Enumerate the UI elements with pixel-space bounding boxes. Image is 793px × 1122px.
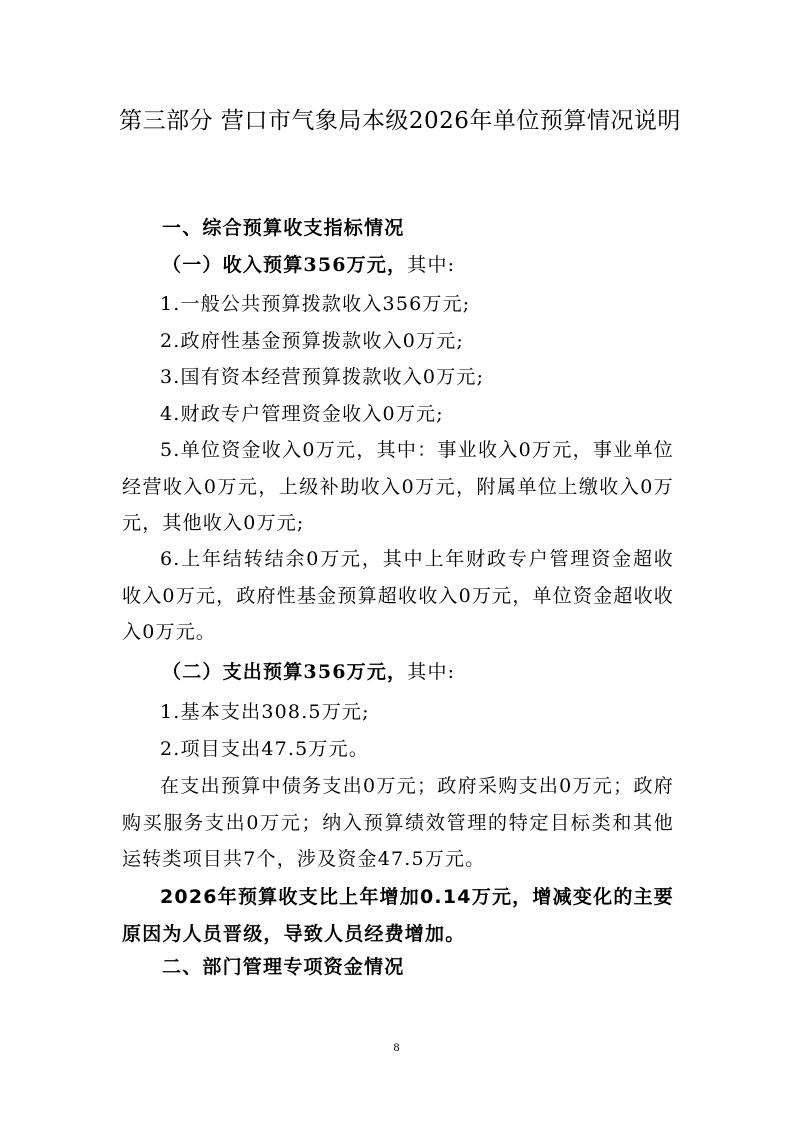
page-number: 8 [393,1040,400,1054]
expense-item-2: 2.项目支出47.5万元。 [160,738,370,760]
income-item-2: 2.政府性基金预算拨款收入0万元; [160,330,465,352]
income-item-1: 1.一般公共预算拨款收入356万元; [160,293,471,315]
income-item-5: 5.单位资金收入0万元，其中：事业收入0万元，事业单位经营收入0万元，上级补助收入0万元，附属单位上缴收入0万元，其他收入0万元; [122,439,674,534]
income-item-4: 4.财政专户管理资金收入0万元; [160,403,444,425]
expense-heading [162,657,714,684]
income-item-6: 6.上年结转结余0万元，其中上年财政专户管理资金超收收入0万元，政府性基金预算超收收入0万元，单位资金超收收入0万元。 [122,548,674,643]
expense-note: 在支出预算中债务支出0万元；政府采购支出0万元；政府购买服务支出0万元；纳入预算绩效管理的特定目标类和其他运转类项目共7个，涉及资金47.5万元。 [122,775,674,870]
income-item-3: 3.国有资本经营预算拨款收入0万元; [160,366,485,388]
change-summary: 2026年预算收支比上年增加0.14万元，增减变化的主要原因为人员晋级，导致人员经费增加。 [122,886,674,945]
income-heading-tail: 其中: [407,254,456,276]
page-title: 第三部分 营口市气象局本级2026年单位预算情况说明 [119,108,681,134]
expense-heading-text: （二）支出预算356万元， [162,661,408,683]
expense-item-1: 1.基本支出308.5万元; [160,701,370,723]
income-heading-text: （一）收入预算356万元， [162,254,408,276]
income-heading [162,250,714,277]
section-heading-special-funds: 二、部门管理专项资金情况 [162,956,405,978]
expense-heading-tail: 其中: [407,661,456,683]
section-heading-budget-summary: 一、综合预算收支指标情况 [162,217,405,239]
